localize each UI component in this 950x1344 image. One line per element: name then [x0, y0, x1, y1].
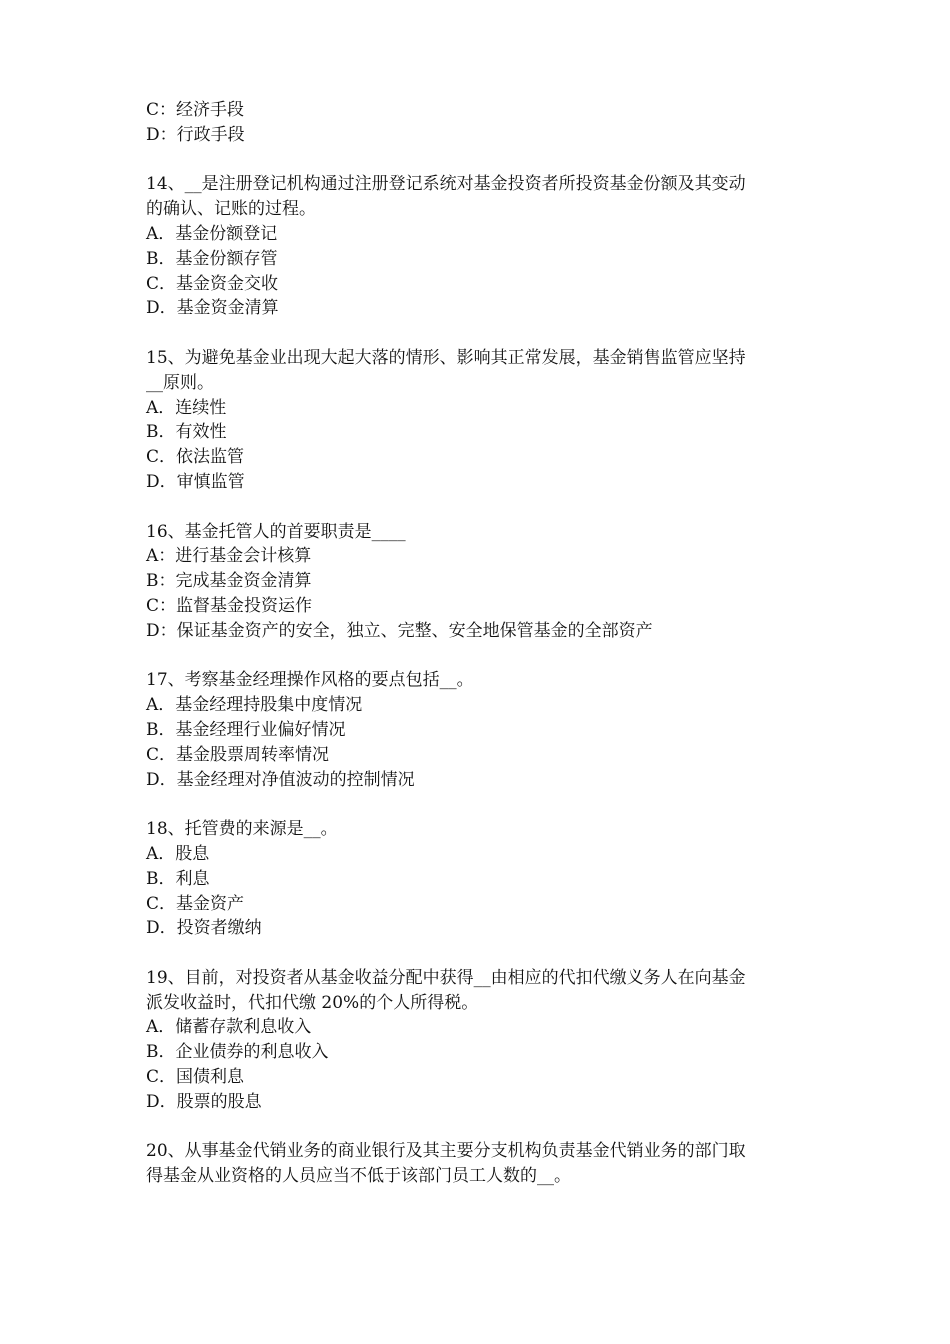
option-d: D．基金经理对净值波动的控制情况 — [146, 769, 415, 790]
question-16 — [146, 520, 816, 644]
option-d: D：行政手段 — [146, 124, 245, 145]
question-20 — [146, 1139, 816, 1189]
question-stem: 派发收益时，代扣代缴 20%的个人所得税。 — [146, 992, 479, 1013]
option-d: D．基金资金清算 — [146, 298, 279, 319]
question-14 — [146, 172, 816, 321]
option-a: A．股息 — [146, 843, 210, 864]
question-stem: 20、从事基金代销业务的商业银行及其主要分支机构负责基金代销业务的部门取 — [146, 1141, 746, 1162]
option-d: D：保证基金资产的安全，独立、完整、安全地保管基金的全部资产 — [146, 620, 653, 641]
option-a: A．连续性 — [146, 397, 227, 418]
question-19 — [146, 966, 816, 1115]
option-b: B．有效性 — [146, 422, 227, 443]
question-stem: 16、基金托管人的首要职责是____ — [146, 521, 406, 542]
option-a: A．基金经理持股集中度情况 — [146, 695, 363, 716]
option-a: A：进行基金会计核算 — [146, 546, 312, 567]
option-b: B．基金经理行业偏好情况 — [146, 719, 346, 740]
option-c: C．依法监管 — [146, 447, 245, 468]
question-stem: 15、为避免基金业出现大起大落的情形、影响其正常发展，基金销售监管应坚持 — [146, 347, 746, 368]
option-c: C．基金资产 — [146, 893, 245, 914]
option-a: A．基金份额登记 — [146, 223, 278, 244]
question-17 — [146, 668, 816, 792]
option-c: C：经济手段 — [146, 100, 245, 120]
question-stem: 得基金从业资格的人员应当不低于该部门员工人数的__。 — [146, 1166, 571, 1187]
option-b: B．利息 — [146, 868, 210, 889]
option-b: B．基金份额存管 — [146, 248, 278, 269]
question-stem: 14、__是注册登记机构通过注册登记系统对基金投资者所投资基金份额及其变动 — [146, 174, 746, 195]
question-stem: 18、托管费的来源是__。 — [146, 819, 338, 840]
question-stem: 17、考察基金经理操作风格的要点包括__。 — [146, 670, 474, 691]
option-c: C．基金资金交收 — [146, 273, 279, 294]
option-c: C．基金股票周转率情况 — [146, 744, 330, 765]
option-a: A．储蓄存款利息收入 — [146, 1017, 312, 1038]
document-page — [146, 98, 816, 1189]
question-stem: 的确认、记账的过程。 — [146, 199, 316, 220]
option-c: C：监督基金投资运作 — [146, 595, 313, 616]
option-d: D．审慎监管 — [146, 471, 245, 492]
question-stem: 19、目前，对投资者从基金收益分配中获得__由相应的代扣代缴义务人在向基金 — [146, 967, 746, 988]
option-d: D．股票的股息 — [146, 1091, 262, 1112]
option-c: C．国债利息 — [146, 1067, 245, 1088]
question-18 — [146, 817, 816, 941]
option-b: B．企业债券的利息收入 — [146, 1042, 329, 1063]
option-d: D．投资者缴纳 — [146, 918, 262, 939]
question-15 — [146, 346, 816, 495]
question-stem: __原则。 — [146, 372, 214, 393]
option-b: B：完成基金资金清算 — [146, 571, 312, 592]
options-q13-continued — [146, 98, 816, 148]
